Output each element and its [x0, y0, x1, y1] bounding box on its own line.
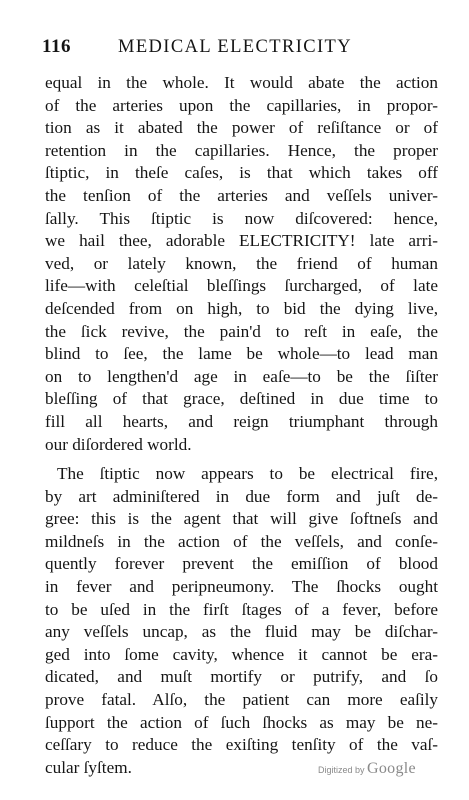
text-line: tion as it abated the power of reſiſtance or of [45, 118, 438, 138]
watermark-prefix: Digitized by [318, 765, 368, 775]
text-line: gree: this is the agent that will give ſoftneſs and [45, 509, 438, 529]
text-line: prove fatal. Alſo, the patient can more eaſily [45, 690, 438, 710]
text-line: life—with celeſtial bleſſings ſurcharged, of late [45, 276, 438, 296]
text-line: ſally. This ſtiptic is now diſcovered: hence, [45, 208, 438, 228]
paragraph [45, 463, 438, 779]
text-line: ceſſary to reduce the exiſting tenſity of the vaſ- [45, 735, 438, 755]
text-line: bleſſing of that grace, deſtined in due time to [45, 389, 438, 409]
digitization-watermark [318, 760, 416, 778]
text-line: of the arteries upon the capillaries, in propor- [45, 95, 438, 115]
text-line: by art adminiſtered in due form and juſt de- [45, 486, 438, 506]
text-line: fill all hearts, and reign triumphant through [45, 411, 438, 431]
text-line: quently forever prevent the emiſſion of blood [45, 554, 438, 574]
text-line: to be uſed in the firſt ſtages of a fever, before [45, 599, 438, 619]
running-title: MEDICAL ELECTRICITY [118, 37, 353, 57]
body-text [45, 72, 438, 779]
text-line: blind to ſee, the lame be whole—to lead man [45, 344, 438, 364]
text-line: on to lengthen'd age in eaſe—to be the ſiſter [45, 366, 438, 386]
paragraph [45, 72, 438, 456]
text-line: The ſtiptic now appears to be electrical fire, [57, 464, 438, 484]
text-line: ged into ſome cavity, whence it cannot be era- [45, 644, 438, 664]
text-line: mildneſs in the action of the veſſels, and conſe- [45, 531, 438, 551]
paragraph-gap [45, 456, 438, 463]
text-line: the ſick revive, the pain'd to reſt in eaſe, the [45, 321, 438, 341]
text-line: retention in the capillaries. Hence, the proper [45, 140, 438, 160]
text-line: dicated, and muſt mortify or putrify, and ſo [45, 667, 438, 687]
text-line: ved, or lately known, the friend of human [45, 253, 438, 273]
text-line: ſtiptic, in theſe caſes, is that which takes off [45, 163, 438, 183]
watermark-brand: Google [367, 760, 416, 777]
text-line: ſupport the action of ſuch ſhocks as may be ne- [45, 712, 438, 732]
text-line: our diſordered world. [45, 434, 192, 454]
page-header [42, 36, 422, 60]
text-line: in fever and peripneumony. The ſhocks ought [45, 577, 438, 597]
text-line: equal in the whole. It would abate the action [45, 73, 438, 92]
text-line: any veſſels uncap, as the fluid may be diſchar- [45, 622, 438, 642]
page-number: 116 [42, 36, 71, 57]
text-line: deſcended from on high, to bid the dying live, [45, 298, 438, 318]
text-line: we hail thee, adorable ELECTRICITY! late arri- [45, 231, 438, 251]
text-line: the tenſion of the arteries and veſſels univer- [45, 185, 438, 205]
text-line: cular ſyſtem. [45, 757, 132, 777]
